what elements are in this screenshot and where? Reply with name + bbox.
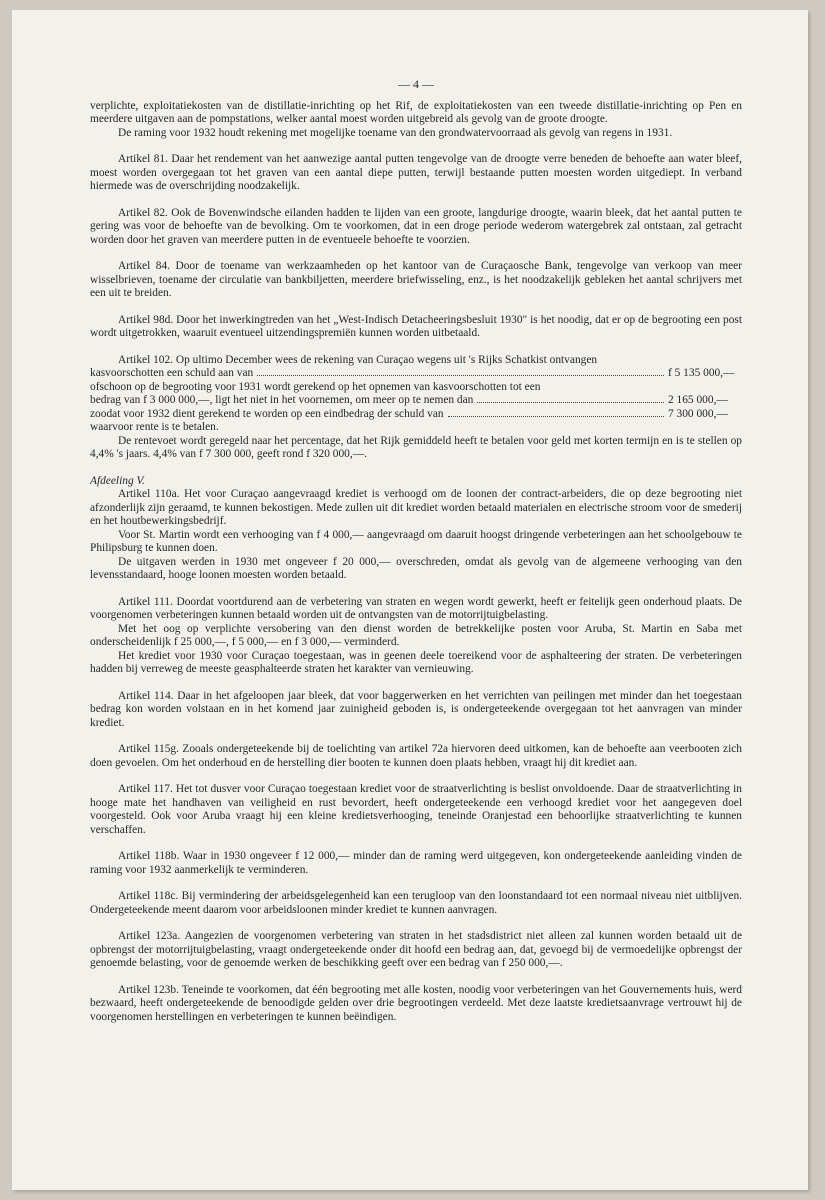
leader-line-schuld xyxy=(90,367,742,381)
document-page xyxy=(12,10,808,1190)
paragraph-artikel-84: Artikel 84. Door de toename van werkzaamheden op het kantoor van de Curaçaosche Bank, tengevolge van verkoop van meer wisselbrieven, toename der circulatie van bankbiljetten, meerdere briefwisseling, enz., is het noodzakelijk gebleken het aantal schrijvers met een uit te breiden. xyxy=(90,260,742,299)
leader-amount: f 5 135 000,— xyxy=(668,367,735,379)
paragraph-artikel-118c: Artikel 118c. Bij vermindering der arbeidsgelegenheid kan een terugloop van den loonstandaard tot een normaal niveau niet uitblijven. Ondergeteekende meent daarom voor arbeidsloonen minder krediet te kunnen aanvragen. xyxy=(90,890,742,916)
paragraph-artikel-118b: Artikel 118b. Waar in 1930 ongeveer f 12 000,— minder dan de raming werd uitgegeven, kon ondergeteekende aanleiding vinden de raming voor 1932 aanmerkelijk te verminderen. xyxy=(90,850,742,876)
paragraph-artikel-81: Artikel 81. Daar het rendement van het aanwezige aantal putten tengevolge van de droogte verre beneden de behoefte aan water bleef, moest worden overgegaan tot het graven van een aantal diepe putten, terwijl bestaande putten moesten worden uitgediept. In verband hiermede was de overschrijding noodzakelijk. xyxy=(90,153,742,192)
paragraph-raming-1932: De raming voor 1932 houdt rekening met mogelijke toename van den grondwatervoorraad als gevolg van regens in 1931. xyxy=(118,126,673,139)
document-body xyxy=(90,78,742,1024)
dot-leader xyxy=(477,402,664,403)
paragraph-artikel-123a: Artikel 123a. Aangezien de voorgenomen verbetering van straten in het stadsdistrict niet alleen zal kunnen worden betaald uit de opbrengst der motorrijtuigbelasting, vraagt ondergeteekende onder dit hoofd een bedrag aan, dat, gevoegd bij de vermoedelijke opbrengst der genoemde belasting, voor de genoemde werken de beschikking geeft over een bedrag van f 250 000,—. xyxy=(90,930,742,969)
paragraph-artikel-115g: Artikel 115g. Zooals ondergeteekende bij de toelichting van artikel 72a hiervoren deed uitkomen, kan de behoefte aan veerbooten zich doen gevoelen. Om het onderhoud en de herstelling dier booten te kunnen doen plaats hebben, vraagt hij dit krediet aan. xyxy=(90,743,742,769)
paragraph-artikel-102-cont: ofschoon op de begrooting voor 1931 wordt gerekend op het opnemen van kasvoorschotten tot een xyxy=(90,380,541,393)
leader-text: zoodat voor 1932 dient gerekend te worden op een eindbedrag der schuld van xyxy=(90,407,444,420)
leader-line-eindbedrag xyxy=(90,408,742,422)
dot-leader xyxy=(448,416,664,417)
page-number: — 4 — xyxy=(398,77,434,91)
paragraph-uitgaven-1930: De uitgaven werden in 1930 met ongeveer f 20 000,— overschreden, omdat als gevolg van de algemeene verhooging van den levensstandaard, hooge loonen moesten worden betaald. xyxy=(90,555,742,581)
paragraph-versobering: Met het oog op verplichte versobering van den dienst worden de betrekkelijke posten voor Aruba, St. Martin en Saba met onderscheidenlijk f 25 000,—, f 5 000,— en f 3 000,— verminderd. xyxy=(90,622,742,648)
paragraph-distillation: verplichte, exploitatiekosten van de distillatie-inrichting op het Rif, de exploitatiekosten van een tweede distillatie-inrichting op Pen en meerdere uitgaven aan de pompstations, welker aantal moest worden uitgebreid als gevolg van de groote droogte. xyxy=(90,99,742,125)
paragraph-artikel-82: Artikel 82. Ook de Bovenwindsche eilanden hadden te lijden van een groote, langdurige droogte, waarin bleek, dat het aantal putten te gering was voor de behoefte van de bevolking. Om te voorkomen, dat in een droge periode wederom watergebrek zal ontstaan, zal getracht worden door het graven van meerdere putten in de eventueele behoefte te voorzien. xyxy=(90,206,742,246)
paragraph-artikel-102: Artikel 102. Op ultimo December wees de rekening van Curaçao wegens uit 's Rijks Schatkist ontvangen xyxy=(118,353,598,366)
leader-text: bedrag van f 3 000 000,—, ligt het niet in het voornemen, om meer op te nemen dan xyxy=(90,394,474,406)
paragraph-artikel-114: Artikel 114. Daar in het afgeloopen jaar bleek, dat voor baggerwerken en het verrichten van peilingen met minder dan het toegestaan bedrag kon worden volstaan en in het komend jaar zuinigheid geboden is, is ondergeteekende overgegaan tot het aanvragen van minder krediet. xyxy=(90,689,742,729)
paragraph-artikel-110a: Artikel 110a. Het voor Curaçao aangevraagd krediet is verhoogd om de loonen der contract-arbeiders, die op deze begrooting niet afzonderlijk zijn geraamd, te kunnen bekostigen. Mede zullen uit dit krediet worden betaald materialen en electrische stroom voor de smederij en het houtbewerkingsbedrijf. xyxy=(90,488,742,527)
leader-text: kasvoorschotten een schuld aan van xyxy=(90,367,254,379)
paragraph-rente: waarvoor rente is te betalen. xyxy=(90,421,219,433)
leader-line-opnemen xyxy=(90,394,742,408)
paragraph-artikel-111: Artikel 111. Doordat voortdurend aan de verbetering van straten en wegen wordt gewerkt, heeft er feitelijk geen onderhoud plaats. De voorgenomen verbeteringen kunnen betaald worden uit de ontvangsten van de motorrijtuigbelasting. xyxy=(90,595,742,621)
paragraph-rentevoet: De rentevoet wordt geregeld naar het percentage, dat het Rijk gemiddeld heeft te betalen voor geld met korten termijn en is te stellen op 4,4% 's jaars. 4,4% van f 7 300 000, geeft rond f 320 000,—. xyxy=(90,434,742,460)
paragraph-artikel-98d: Artikel 98d. Door het inwerkingtreden van het „West-Indisch Detacheeringsbesluit 1930" is het noodig, dat er op de begrooting een post wordt uitgetrokken, waaruit eventueel uitzendingspremiën kunnen worden uitbetaald. xyxy=(90,313,742,339)
paragraph-krediet-1930: Het krediet voor 1930 voor Curaçao toegestaan, was in geenen deele toereikend voor de asphalteering der straten. De verbeteringen hadden bij verreweg de meeste geasphalteerde straten het karakter van vernieuwing. xyxy=(90,649,742,675)
leader-amount: 7 300 000,— xyxy=(668,407,728,420)
leader-amount: 2 165 000,— xyxy=(668,394,728,406)
paragraph-artikel-117: Artikel 117. Het tot dusver voor Curaçao toegestaan krediet voor de straatverlichting is beslist onvoldoende. Daar de straatverlichting in hooge mate het handhaven van veiligheid en rust bevordert, heeft ondergeteekende een verhoogd krediet voor het aangegeven doel voorgesteld. Ook voor Aruba vraagt hij een kleine kredietsverhooging, teneinde Oranjestad een behoorlijke straatverlichting te kunnen verschaffen. xyxy=(90,783,742,836)
section-heading-afdeeling-v: Afdeeling V. xyxy=(90,474,145,487)
dot-leader xyxy=(257,375,664,376)
paragraph-artikel-123b: Artikel 123b. Teneinde te voorkomen, dat één begrooting met alle kosten, noodig voor verbeteringen van het Gouvernements huis, werd bezwaard, heeft ondergeteekende de benoodigde gelden over drie begrootingen verdeeld. Met deze laatste kredietsaanvrage vertrouwt hij de voorgenomen herstellingen en verbeteringen te kunnen beëindigen. xyxy=(90,983,742,1023)
paragraph-st-martin: Voor St. Martin wordt een verhooging van f 4 000,— aangevraagd om daaruit hoogst dringende verbeteringen aan het schoolgebouw te Philipsburg te kunnen doen. xyxy=(90,528,742,554)
